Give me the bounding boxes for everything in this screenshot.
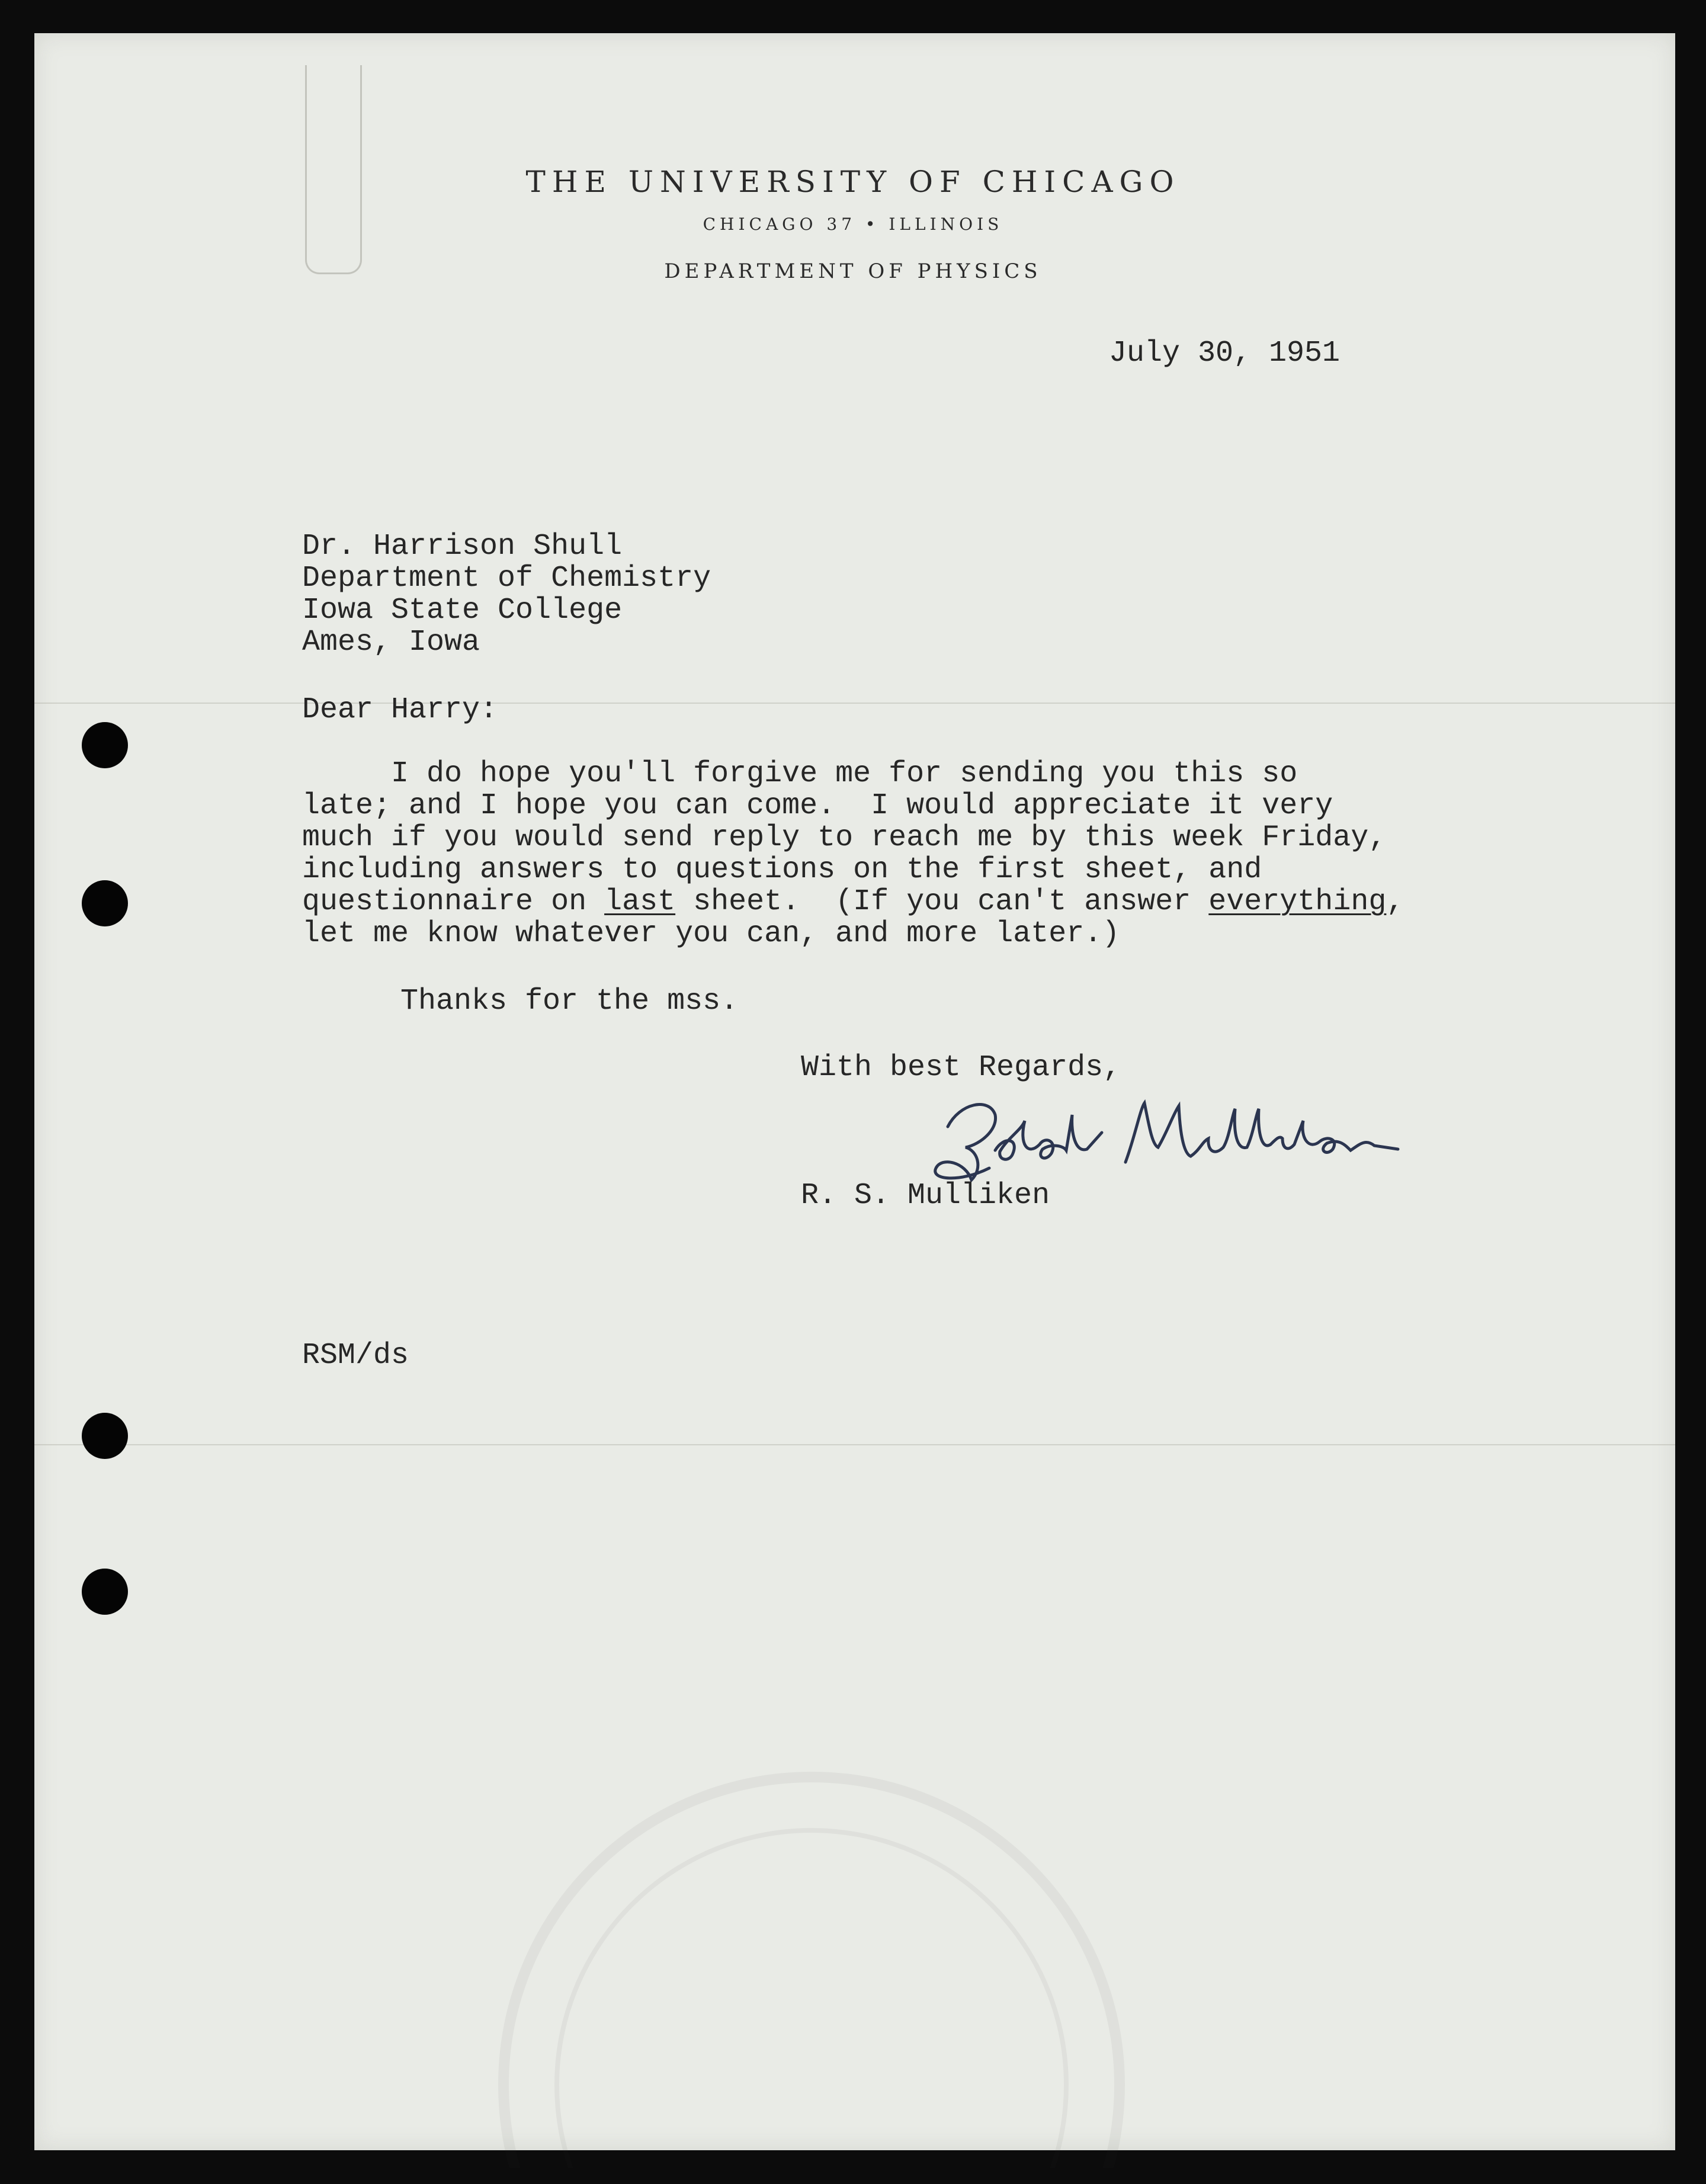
- punch-hole: [82, 1569, 128, 1615]
- underlined-word-last: last: [604, 885, 676, 919]
- body-line-5-start: questionnaire on: [302, 885, 605, 919]
- body-line-5: [302, 886, 1404, 918]
- recipient-department: Department of Chemistry: [302, 562, 711, 595]
- letterhead-city: CHICAGO 37 • ILLINOIS: [703, 214, 1003, 234]
- recipient-institution: Iowa State College: [302, 594, 623, 627]
- handwritten-signature: [924, 1079, 1434, 1186]
- closing: With best Regards,: [801, 1051, 1121, 1085]
- letterhead-department: DEPARTMENT OF PHYSICS: [664, 259, 1042, 283]
- body-line-4: including answers to questions on the first sheet, and: [302, 853, 1262, 887]
- body-line-1: I do hope you'll forgive me for sending you this so: [302, 757, 1298, 791]
- recipient-name: Dr. Harrison Shull: [302, 530, 623, 563]
- reference-initials: RSM/ds: [302, 1339, 409, 1372]
- punch-hole: [82, 1413, 128, 1459]
- underlined-word-everything: everything: [1208, 885, 1387, 919]
- thanks-line: Thanks for the mss.: [400, 984, 739, 1018]
- fold-line-upper: [34, 703, 1675, 704]
- embossed-seal: [486, 1753, 1137, 2168]
- recipient-city: Ames, Iowa: [302, 626, 480, 659]
- body-line-5-middle: sheet. (If you can't answer: [675, 885, 1209, 919]
- letter-date: July 30, 1951: [1109, 336, 1341, 370]
- salutation: Dear Harry:: [302, 693, 498, 727]
- body-line-5-end: ,: [1386, 885, 1404, 919]
- letterhead-institution: THE UNIVERSITY OF CHICAGO: [525, 165, 1181, 199]
- fold-line-lower: [34, 1444, 1675, 1445]
- body-line-6: let me know whatever you can, and more later.): [302, 917, 1120, 951]
- punch-hole: [82, 880, 128, 926]
- body-line-2: late; and I hope you can come. I would appreciate it very: [302, 789, 1333, 823]
- body-line-3: much if you would send reply to reach me by this week Friday,: [302, 821, 1387, 855]
- punch-hole: [82, 722, 128, 768]
- typed-name: R. S. Mulliken: [801, 1179, 1050, 1213]
